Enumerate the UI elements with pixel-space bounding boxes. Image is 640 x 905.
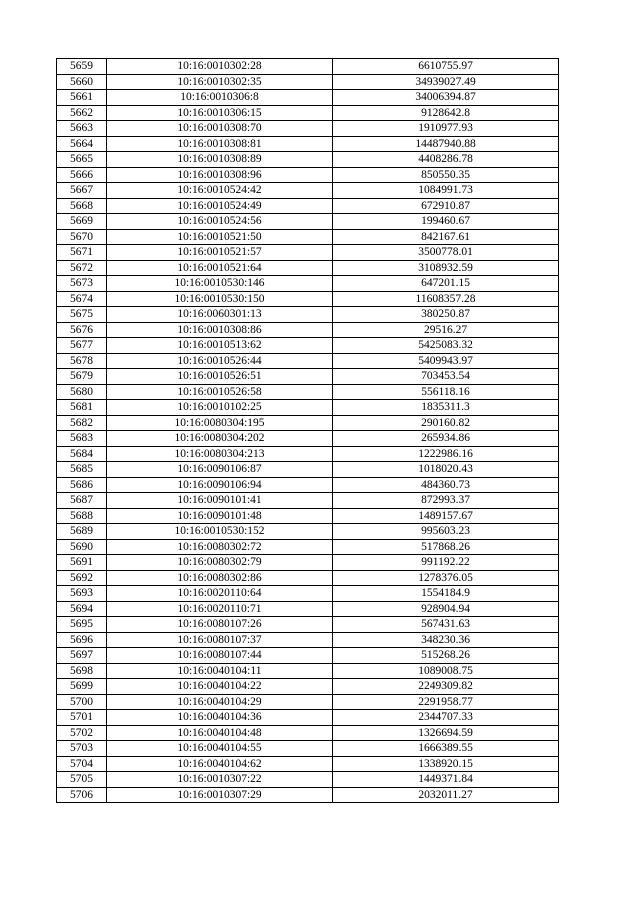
cadastral-number-cell: 10:16:0040104:48 xyxy=(107,725,333,741)
cadastral-number-cell: 10:16:0040104:22 xyxy=(107,679,333,695)
cadastral-number-cell: 10:16:0020110:71 xyxy=(107,601,333,617)
cadastral-number-cell: 10:16:0010308:81 xyxy=(107,136,333,152)
cadastral-number-cell: 10:16:0010526:44 xyxy=(107,353,333,369)
cadastral-number-cell: 10:16:0010521:57 xyxy=(107,245,333,261)
cadastral-number-cell: 10:16:0040104:11 xyxy=(107,663,333,679)
row-number-cell: 5680 xyxy=(57,384,107,400)
table-row xyxy=(57,369,559,385)
value-cell: 1835311.3 xyxy=(333,400,559,416)
cadastral-number-cell: 10:16:0080302:86 xyxy=(107,570,333,586)
row-number-cell: 5676 xyxy=(57,322,107,338)
value-cell: 1338920.15 xyxy=(333,756,559,772)
cadastral-number-cell: 10:16:0010513:62 xyxy=(107,338,333,354)
table-row xyxy=(57,152,559,168)
cadastral-number-cell: 10:16:0040104:29 xyxy=(107,694,333,710)
table-row xyxy=(57,508,559,524)
value-cell: 556118.16 xyxy=(333,384,559,400)
row-number-cell: 5695 xyxy=(57,617,107,633)
row-number-cell: 5691 xyxy=(57,555,107,571)
table-row xyxy=(57,400,559,416)
table-row xyxy=(57,663,559,679)
row-number-cell: 5674 xyxy=(57,291,107,307)
row-number-cell: 5662 xyxy=(57,105,107,121)
cadastral-number-cell: 10:16:0040104:62 xyxy=(107,756,333,772)
row-number-cell: 5700 xyxy=(57,694,107,710)
table-row xyxy=(57,229,559,245)
row-number-cell: 5689 xyxy=(57,524,107,540)
value-cell: 5425083.32 xyxy=(333,338,559,354)
table-row xyxy=(57,555,559,571)
row-number-cell: 5660 xyxy=(57,74,107,90)
table-row xyxy=(57,291,559,307)
cadastral-number-cell: 10:16:0010530:146 xyxy=(107,276,333,292)
table-row xyxy=(57,648,559,664)
row-number-cell: 5668 xyxy=(57,198,107,214)
table-row xyxy=(57,322,559,338)
value-cell: 14487940.88 xyxy=(333,136,559,152)
cadastral-number-cell: 10:16:0090101:48 xyxy=(107,508,333,524)
cadastral-number-cell: 10:16:0090106:94 xyxy=(107,477,333,493)
table-row xyxy=(57,183,559,199)
table-row xyxy=(57,59,559,75)
cadastral-number-cell: 10:16:0010302:28 xyxy=(107,59,333,75)
table-row xyxy=(57,756,559,772)
value-cell: 995603.23 xyxy=(333,524,559,540)
value-cell: 842167.61 xyxy=(333,229,559,245)
value-cell: 928904.94 xyxy=(333,601,559,617)
value-cell: 1554184.9 xyxy=(333,586,559,602)
row-number-cell: 5670 xyxy=(57,229,107,245)
row-number-cell: 5685 xyxy=(57,462,107,478)
row-number-cell: 5688 xyxy=(57,508,107,524)
row-number-cell: 5682 xyxy=(57,415,107,431)
row-number-cell: 5702 xyxy=(57,725,107,741)
value-cell: 517868.26 xyxy=(333,539,559,555)
cadastral-number-cell: 10:16:0010308:70 xyxy=(107,121,333,137)
cadastral-number-cell: 10:16:0010307:22 xyxy=(107,772,333,788)
value-cell: 1910977.93 xyxy=(333,121,559,137)
cadastral-number-cell: 10:16:0080304:195 xyxy=(107,415,333,431)
cadastral-number-cell: 10:16:0010530:150 xyxy=(107,291,333,307)
table-row xyxy=(57,477,559,493)
row-number-cell: 5703 xyxy=(57,741,107,757)
cadastral-number-cell: 10:16:0010307:29 xyxy=(107,787,333,803)
row-number-cell: 5673 xyxy=(57,276,107,292)
row-number-cell: 5675 xyxy=(57,307,107,323)
value-cell: 2249309.82 xyxy=(333,679,559,695)
table-row xyxy=(57,431,559,447)
table-row xyxy=(57,524,559,540)
value-cell: 647201.15 xyxy=(333,276,559,292)
cadastral-number-cell: 10:16:0080302:72 xyxy=(107,539,333,555)
table-row xyxy=(57,90,559,106)
cadastral-number-cell: 10:16:0010302:35 xyxy=(107,74,333,90)
value-cell: 1326694.59 xyxy=(333,725,559,741)
row-number-cell: 5667 xyxy=(57,183,107,199)
value-cell: 2032011.27 xyxy=(333,787,559,803)
value-cell: 5409943.97 xyxy=(333,353,559,369)
table-row xyxy=(57,415,559,431)
value-cell: 9128642.8 xyxy=(333,105,559,121)
cadastral-number-cell: 10:16:0010306:15 xyxy=(107,105,333,121)
value-cell: 991192.22 xyxy=(333,555,559,571)
row-number-cell: 5683 xyxy=(57,431,107,447)
table-row xyxy=(57,679,559,695)
value-cell: 34006394.87 xyxy=(333,90,559,106)
row-number-cell: 5663 xyxy=(57,121,107,137)
value-cell: 2344707.33 xyxy=(333,710,559,726)
value-cell: 850550.35 xyxy=(333,167,559,183)
cadastral-number-cell: 10:16:0010524:49 xyxy=(107,198,333,214)
table-row xyxy=(57,307,559,323)
value-cell: 1489157.67 xyxy=(333,508,559,524)
value-cell: 1666389.55 xyxy=(333,741,559,757)
value-cell: 2291958.77 xyxy=(333,694,559,710)
row-number-cell: 5677 xyxy=(57,338,107,354)
cadastral-number-cell: 10:16:0010521:64 xyxy=(107,260,333,276)
value-cell: 1222986.16 xyxy=(333,446,559,462)
table-row xyxy=(57,741,559,757)
value-cell: 1278376.05 xyxy=(333,570,559,586)
table-row xyxy=(57,121,559,137)
table-row xyxy=(57,276,559,292)
row-number-cell: 5681 xyxy=(57,400,107,416)
cadastral-value-table xyxy=(56,58,559,803)
table-row xyxy=(57,772,559,788)
table-row xyxy=(57,105,559,121)
row-number-cell: 5701 xyxy=(57,710,107,726)
value-cell: 34939027.49 xyxy=(333,74,559,90)
cadastral-number-cell: 10:16:0010524:42 xyxy=(107,183,333,199)
row-number-cell: 5697 xyxy=(57,648,107,664)
value-cell: 3500778.01 xyxy=(333,245,559,261)
cadastral-number-cell: 10:16:0040104:36 xyxy=(107,710,333,726)
row-number-cell: 5687 xyxy=(57,493,107,509)
table-row xyxy=(57,694,559,710)
table-row xyxy=(57,353,559,369)
cadastral-number-cell: 10:16:0040104:55 xyxy=(107,741,333,757)
table-row xyxy=(57,136,559,152)
value-cell: 380250.87 xyxy=(333,307,559,323)
table-row xyxy=(57,198,559,214)
table-row xyxy=(57,710,559,726)
table-row xyxy=(57,214,559,230)
row-number-cell: 5666 xyxy=(57,167,107,183)
cadastral-number-cell: 10:16:0090101:41 xyxy=(107,493,333,509)
row-number-cell: 5705 xyxy=(57,772,107,788)
table-row xyxy=(57,446,559,462)
value-cell: 29516.27 xyxy=(333,322,559,338)
row-number-cell: 5704 xyxy=(57,756,107,772)
value-cell: 1084991.73 xyxy=(333,183,559,199)
value-cell: 672910.87 xyxy=(333,198,559,214)
value-cell: 567431.63 xyxy=(333,617,559,633)
table-row xyxy=(57,787,559,803)
row-number-cell: 5692 xyxy=(57,570,107,586)
value-cell: 872993.37 xyxy=(333,493,559,509)
row-number-cell: 5672 xyxy=(57,260,107,276)
row-number-cell: 5706 xyxy=(57,787,107,803)
cadastral-number-cell: 10:16:0080107:26 xyxy=(107,617,333,633)
row-number-cell: 5698 xyxy=(57,663,107,679)
value-cell: 11608357.28 xyxy=(333,291,559,307)
table-row xyxy=(57,167,559,183)
cadastral-number-cell: 10:16:0010308:86 xyxy=(107,322,333,338)
value-cell: 6610755.97 xyxy=(333,59,559,75)
cadastral-number-cell: 10:16:0010308:96 xyxy=(107,167,333,183)
value-cell: 3108932.59 xyxy=(333,260,559,276)
row-number-cell: 5693 xyxy=(57,586,107,602)
table-row xyxy=(57,570,559,586)
row-number-cell: 5678 xyxy=(57,353,107,369)
cadastral-number-cell: 10:16:0080107:44 xyxy=(107,648,333,664)
cadastral-number-cell: 10:16:0010306:8 xyxy=(107,90,333,106)
cadastral-number-cell: 10:16:0010530:152 xyxy=(107,524,333,540)
value-cell: 484360.73 xyxy=(333,477,559,493)
cadastral-number-cell: 10:16:0020110:64 xyxy=(107,586,333,602)
row-number-cell: 5659 xyxy=(57,59,107,75)
table-row xyxy=(57,384,559,400)
value-cell: 348230.36 xyxy=(333,632,559,648)
cadastral-number-cell: 10:16:0080302:79 xyxy=(107,555,333,571)
value-cell: 1449371.84 xyxy=(333,772,559,788)
table-row xyxy=(57,493,559,509)
table-row xyxy=(57,632,559,648)
cadastral-number-cell: 10:16:0010526:51 xyxy=(107,369,333,385)
value-cell: 1089008.75 xyxy=(333,663,559,679)
cadastral-number-cell: 10:16:0010308:89 xyxy=(107,152,333,168)
row-number-cell: 5696 xyxy=(57,632,107,648)
row-number-cell: 5661 xyxy=(57,90,107,106)
row-number-cell: 5686 xyxy=(57,477,107,493)
row-number-cell: 5671 xyxy=(57,245,107,261)
row-number-cell: 5665 xyxy=(57,152,107,168)
table-row xyxy=(57,586,559,602)
table-body xyxy=(57,59,559,803)
value-cell: 703453.54 xyxy=(333,369,559,385)
cadastral-number-cell: 10:16:0090106:87 xyxy=(107,462,333,478)
table-row xyxy=(57,338,559,354)
table-row xyxy=(57,617,559,633)
cadastral-number-cell: 10:16:0080304:202 xyxy=(107,431,333,447)
row-number-cell: 5669 xyxy=(57,214,107,230)
cadastral-number-cell: 10:16:0080304:213 xyxy=(107,446,333,462)
row-number-cell: 5690 xyxy=(57,539,107,555)
table-row xyxy=(57,74,559,90)
table-row xyxy=(57,601,559,617)
value-cell: 199460.67 xyxy=(333,214,559,230)
value-cell: 265934.86 xyxy=(333,431,559,447)
cadastral-number-cell: 10:16:0060301:13 xyxy=(107,307,333,323)
row-number-cell: 5664 xyxy=(57,136,107,152)
cadastral-number-cell: 10:16:0080107:37 xyxy=(107,632,333,648)
row-number-cell: 5679 xyxy=(57,369,107,385)
table-row xyxy=(57,539,559,555)
table-row xyxy=(57,462,559,478)
table-row xyxy=(57,725,559,741)
cadastral-number-cell: 10:16:0010102:25 xyxy=(107,400,333,416)
value-cell: 290160.82 xyxy=(333,415,559,431)
value-cell: 4408286.78 xyxy=(333,152,559,168)
cadastral-number-cell: 10:16:0010521:50 xyxy=(107,229,333,245)
value-cell: 1018020.43 xyxy=(333,462,559,478)
row-number-cell: 5699 xyxy=(57,679,107,695)
cadastral-number-cell: 10:16:0010524:56 xyxy=(107,214,333,230)
row-number-cell: 5694 xyxy=(57,601,107,617)
row-number-cell: 5684 xyxy=(57,446,107,462)
value-cell: 515268.26 xyxy=(333,648,559,664)
table-row xyxy=(57,260,559,276)
cadastral-number-cell: 10:16:0010526:58 xyxy=(107,384,333,400)
table-row xyxy=(57,245,559,261)
